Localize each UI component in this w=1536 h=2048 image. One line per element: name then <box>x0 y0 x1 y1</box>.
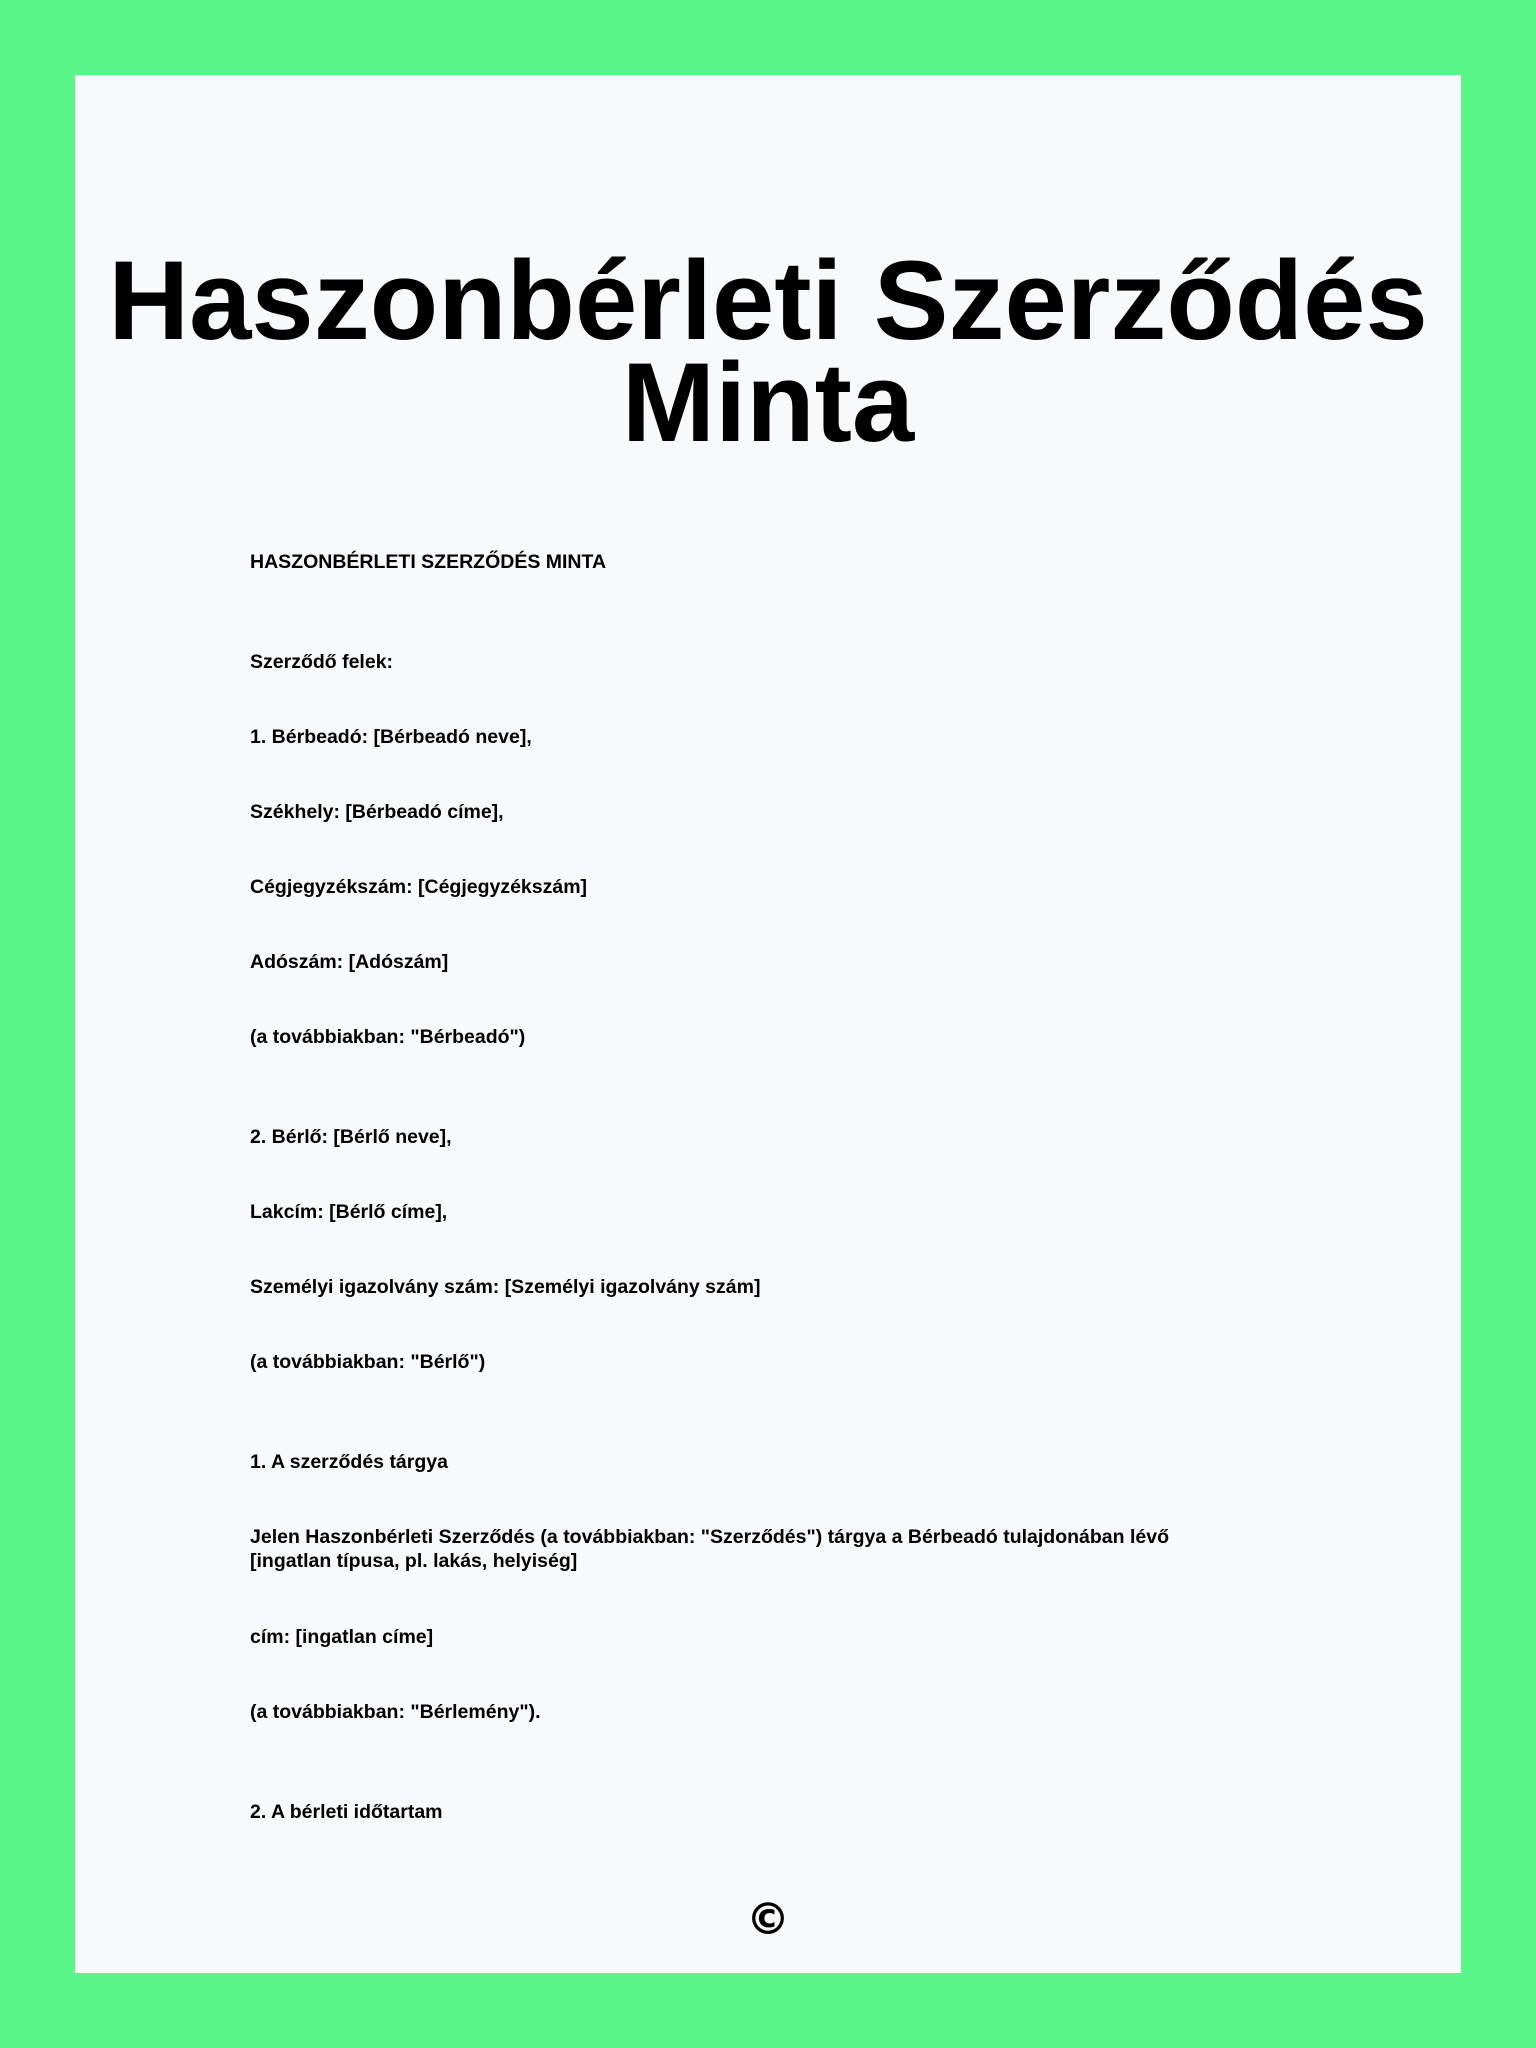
document-title-line-1: Haszonbérleti Szerződés <box>108 238 1428 363</box>
lessee-name: 2. Bérlő: [Bérlő neve], <box>250 1126 452 1148</box>
lessee-alias: (a továbbiakban: "Bérlő") <box>250 1351 486 1373</box>
section-1-address: cím: [ingatlan címe] <box>250 1626 434 1648</box>
lessor-seat: Székhely: [Bérbeadó címe], <box>250 801 504 823</box>
document-page <box>75 75 1461 1973</box>
document-title-line-2: Minta <box>621 340 915 465</box>
copyright-icon: © <box>746 1894 790 1945</box>
section-1-alias: (a továbbiakban: "Bérlemény"). <box>250 1701 541 1723</box>
lessor-alias: (a továbbiakban: "Bérbeadó") <box>250 1026 526 1048</box>
parties-label: Szerződő felek: <box>250 651 394 673</box>
lessee-address: Lakcím: [Bérlő címe], <box>250 1201 448 1223</box>
section-1-paragraph: Jelen Haszonbérleti Szerződés (a továbbiakban: "Szerződés") tárgya a Bérbeadó tulajdonában lévő [ingatlan típusa, pl. lakás, helyiség] <box>250 1526 1169 1572</box>
section-2-heading: 2. A bérleti időtartam <box>250 1801 443 1823</box>
contract-heading: HASZONBÉRLETI SZERZŐDÉS MINTA <box>250 551 607 573</box>
lessor-tax-number: Adószám: [Adószám] <box>250 951 449 973</box>
lessee-id-number: Személyi igazolvány szám: [Személyi igazolvány szám] <box>250 1276 761 1298</box>
lessor-company-reg: Cégjegyzékszám: [Cégjegyzékszám] <box>250 876 588 898</box>
document-title <box>75 238 1461 465</box>
section-1-heading: 1. A szerződés tárgya <box>250 1451 448 1473</box>
lessor-name: 1. Bérbeadó: [Bérbeadó neve], <box>250 726 532 748</box>
